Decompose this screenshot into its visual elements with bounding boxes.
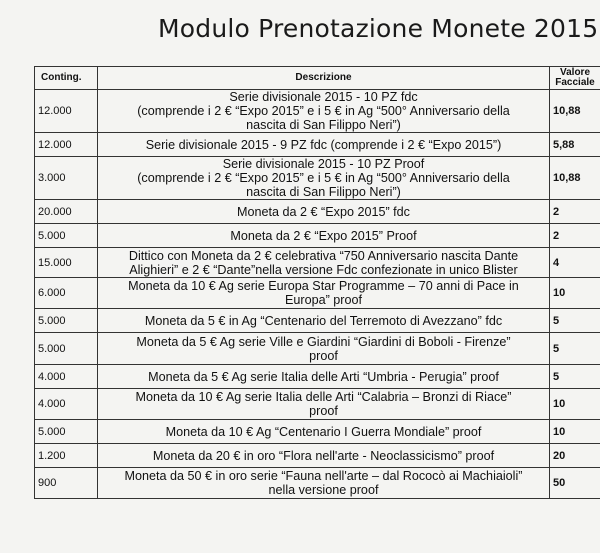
description-line: Moneta da 2 € “Expo 2015” fdc (237, 204, 410, 219)
cell-descrizione (98, 420, 550, 444)
description-line: nascita di San Filippo Neri”) (246, 118, 401, 132)
cell-contingente: 15.000 (35, 248, 98, 278)
description-line: Moneta da 10 € Ag serie Europa Star Programme – 70 anni di Pace in (128, 279, 519, 293)
table-row (35, 389, 600, 420)
description-line: (comprende i 2 € “Expo 2015” e i 5 € in Ag “500° Anniversario della (137, 104, 510, 118)
description-line: Moneta da 5 € Ag serie Italia delle Arti “Umbria - Perugia” proof (148, 369, 499, 384)
cell-contingente: 6.000 (35, 278, 98, 309)
description-line: proof (309, 404, 338, 418)
header-valore-line1: Valore (559, 67, 591, 78)
description-line: nella versione proof (268, 483, 379, 497)
table-row (35, 365, 600, 389)
cell-descrizione (98, 333, 550, 365)
description-line: nascita di San Filippo Neri”) (246, 185, 401, 199)
table-row (35, 200, 600, 224)
cell-descrizione (98, 365, 550, 389)
cell-descrizione (98, 444, 550, 468)
cell-contingente: 12.000 (35, 133, 98, 157)
cell-contingente: 4.000 (35, 365, 98, 389)
description-line: Moneta da 5 € Ag serie Ville e Giardini “Giardini di Boboli - Firenze” (136, 334, 511, 349)
table-row (35, 420, 600, 444)
cell-valore-facciale: 10,88 (550, 157, 600, 200)
cell-valore-facciale: 2 (550, 200, 600, 224)
cell-descrizione (98, 133, 550, 157)
description-line: Serie divisionale 2015 - 10 PZ Proof (222, 157, 425, 171)
header-contingente: Conting. (35, 67, 98, 90)
page-title: Modulo Prenotazione Monete 2015 (158, 14, 599, 43)
table-row (35, 248, 600, 278)
description-line: Moneta da 20 € in oro “Flora nell'arte - Neoclassicismo” proof (152, 448, 495, 463)
table-row (35, 309, 600, 333)
cell-contingente: 20.000 (35, 200, 98, 224)
cell-descrizione (98, 278, 550, 309)
description-line: Moneta da 10 € Ag serie Italia delle Arti “Calabria – Bronzi di Riace” (135, 390, 512, 404)
description-line: Dittico con Moneta da 2 € celebrativa “750 Anniversario nascita Dante (128, 248, 519, 263)
description-line: Moneta da 10 € Ag “Centenario I Guerra Mondiale” proof (165, 424, 482, 439)
cell-valore-facciale: 10,88 (550, 90, 600, 133)
cell-contingente: 12.000 (35, 90, 98, 133)
description-line: Europa” proof (284, 293, 362, 307)
cell-contingente: 5.000 (35, 309, 98, 333)
header-valore-line2: Facciale (555, 77, 595, 88)
header-valore-facciale (550, 67, 600, 90)
cell-valore-facciale: 10 (550, 420, 600, 444)
table-row (35, 133, 600, 157)
cell-descrizione (98, 309, 550, 333)
cell-contingente: 5.000 (35, 420, 98, 444)
cell-valore-facciale: 2 (550, 224, 600, 248)
table-header-row (35, 67, 600, 90)
cell-descrizione (98, 468, 550, 499)
cell-contingente: 5.000 (35, 333, 98, 365)
cell-valore-facciale: 5,88 (550, 133, 600, 157)
description-line: proof (309, 348, 338, 363)
cell-contingente: 5.000 (35, 224, 98, 248)
table-body (35, 90, 600, 499)
description-line: Moneta da 2 € “Expo 2015” Proof (230, 228, 417, 243)
table-row (35, 224, 600, 248)
table-row (35, 278, 600, 309)
table-row (35, 444, 600, 468)
description-line: (comprende i 2 € “Expo 2015” e i 5 € in Ag “500° Anniversario della (137, 171, 510, 185)
table-row (35, 333, 600, 365)
table-row (35, 90, 600, 133)
cell-valore-facciale: 5 (550, 365, 600, 389)
description-line: Alighieri” e 2 € “Dante”nella versione Fdc confezionate in unico Blister (129, 262, 518, 277)
description-line: Serie divisionale 2015 - 9 PZ fdc (comprende i 2 € “Expo 2015”) (145, 137, 502, 152)
cell-descrizione (98, 224, 550, 248)
cell-descrizione (98, 90, 550, 133)
cell-valore-facciale: 5 (550, 333, 600, 365)
description-line: Serie divisionale 2015 - 10 PZ fdc (229, 90, 418, 104)
cell-valore-facciale: 20 (550, 444, 600, 468)
cell-descrizione (98, 157, 550, 200)
cell-valore-facciale: 50 (550, 468, 600, 499)
description-line: Moneta da 50 € in oro serie “Fauna nell'arte – dal Rococò ai Machiaioli” (124, 469, 523, 483)
header-descrizione: Descrizione (98, 67, 550, 90)
cell-descrizione (98, 248, 550, 278)
cell-valore-facciale: 4 (550, 248, 600, 278)
table-row (35, 468, 600, 499)
cell-descrizione (98, 200, 550, 224)
cell-valore-facciale: 10 (550, 389, 600, 420)
table-row (35, 157, 600, 200)
cell-valore-facciale: 10 (550, 278, 600, 309)
cell-descrizione (98, 389, 550, 420)
description-line: Moneta da 5 € in Ag “Centenario del Terremoto di Avezzano” fdc (144, 313, 503, 328)
reservation-table (34, 66, 600, 499)
cell-contingente: 1.200 (35, 444, 98, 468)
cell-valore-facciale: 5 (550, 309, 600, 333)
cell-contingente: 4.000 (35, 389, 98, 420)
cell-contingente: 900 (35, 468, 98, 499)
cell-contingente: 3.000 (35, 157, 98, 200)
